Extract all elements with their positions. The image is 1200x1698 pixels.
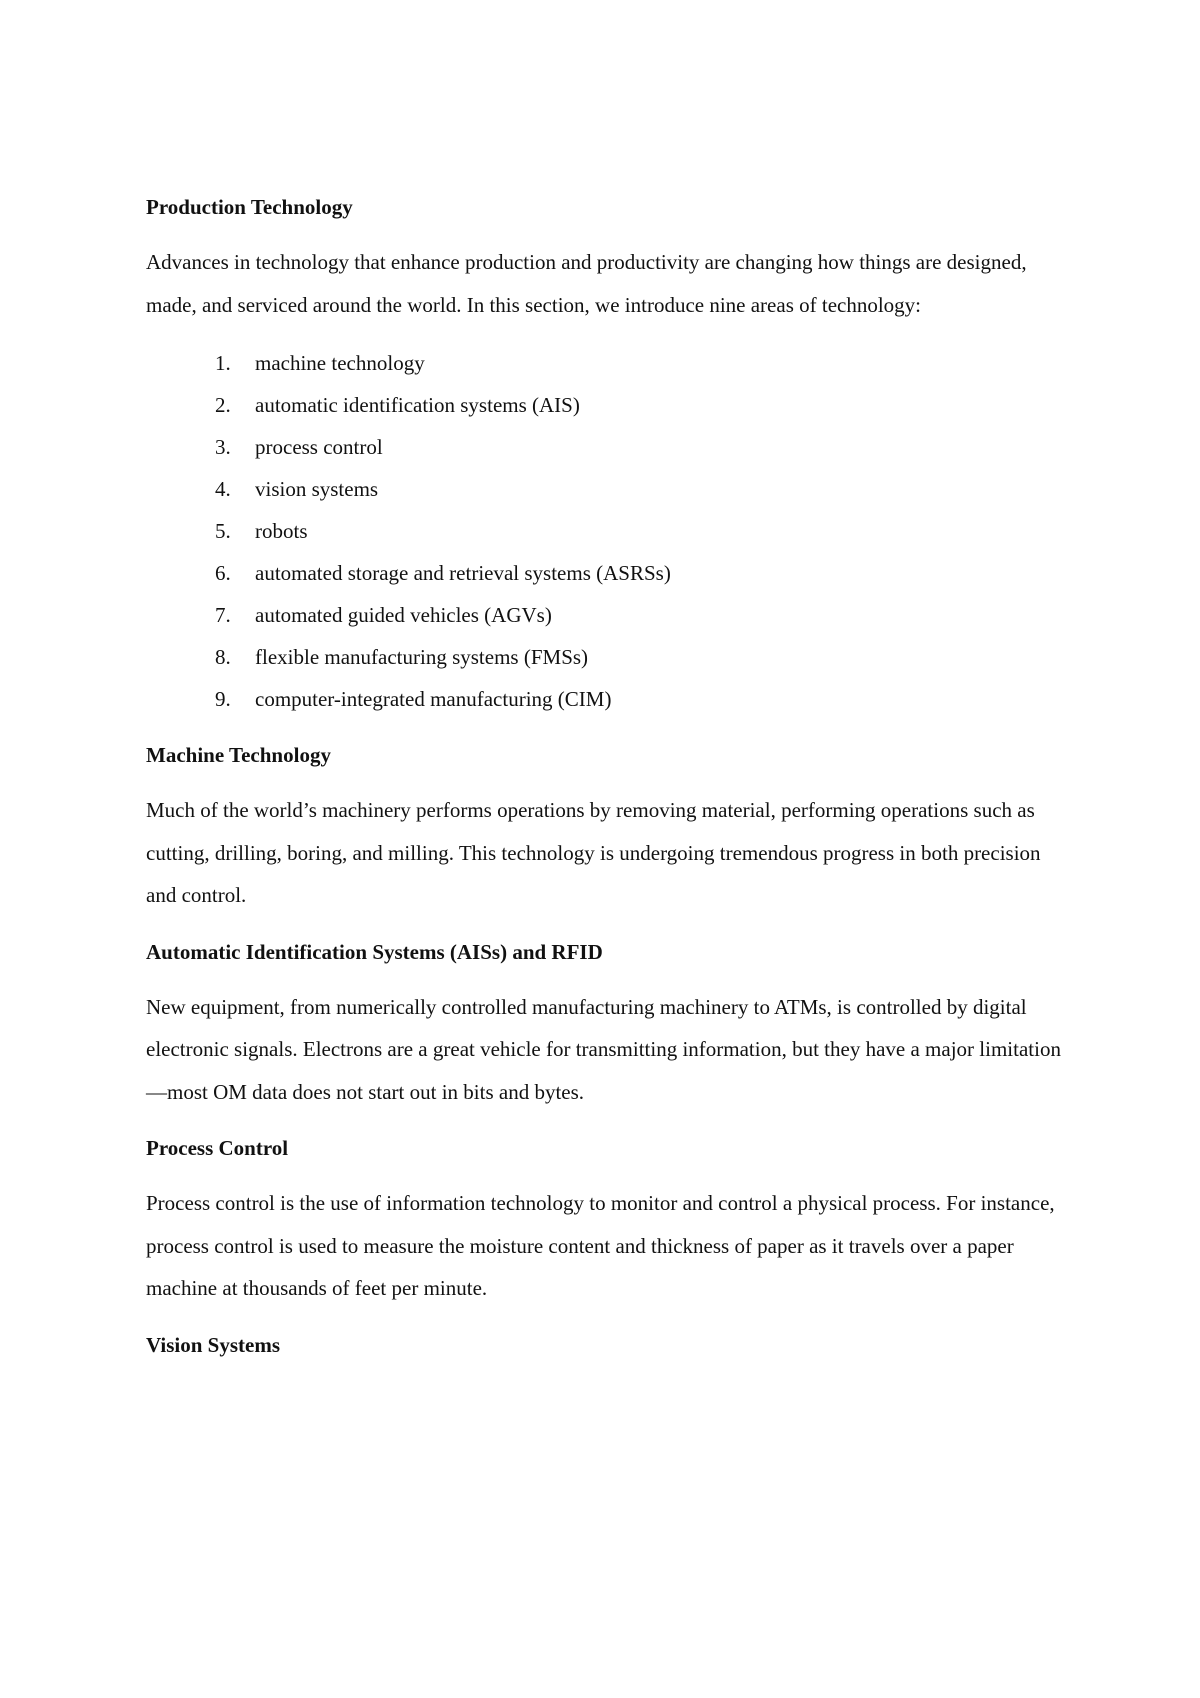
list-text: flexible manufacturing systems (FMSs) [255, 645, 589, 669]
list-text: machine technology [255, 351, 425, 375]
list-number: 1. [215, 351, 231, 375]
section-heading-process-control: Process Control [146, 1136, 289, 1160]
list-item [215, 342, 1076, 384]
intro-paragraph: Advances in technology that enhance production and productivity are changing how things are designed, made, and serviced around the world. In this section, we introduce nine areas of technology: [146, 250, 1027, 317]
section-heading-machine-technology: Machine Technology [146, 743, 331, 767]
list-text: robots [255, 519, 308, 543]
list-number: 4. [215, 477, 231, 501]
section-heading-production-technology: Production Technology [146, 195, 353, 219]
list-number: 2. [215, 393, 231, 417]
automatic-identification-paragraph: New equipment, from numerically controlled manufacturing machinery to ATMs, is controlled by digital electronic signals. Electrons are a great vehicle for transmitting information, but they have a major limitation—most OM data does not start out in bits and bytes. [146, 994, 1061, 1104]
list-text: automated storage and retrieval systems (ASRSs) [255, 561, 671, 585]
list-item [215, 678, 1076, 720]
list-item [215, 594, 1076, 636]
list-item [215, 426, 1076, 468]
list-text: automatic identification systems (AIS) [255, 393, 580, 417]
list-text: process control [255, 435, 383, 459]
process-control-paragraph: Process control is the use of information technology to monitor and control a physical process. For instance, process control is used to measure the moisture content and thickness of paper as it travels over a paper machine at thousands of feet per minute. [146, 1191, 1055, 1300]
list-number: 5. [215, 519, 231, 543]
list-number: 8. [215, 645, 231, 669]
list-text: automated guided vehicles (AGVs) [255, 603, 552, 627]
section-heading-vision-systems: Vision Systems [146, 1332, 280, 1357]
list-item [215, 468, 1076, 510]
list-number: 6. [215, 561, 231, 585]
technology-areas-list [146, 342, 1076, 720]
list-item [215, 552, 1076, 594]
list-text: vision systems [255, 477, 379, 501]
section-heading-automatic-identification-systems: Automatic Identification Systems (AISs) and RFID [146, 939, 603, 964]
list-item [215, 636, 1076, 678]
list-number: 9. [215, 687, 231, 711]
list-text: computer-integrated manufacturing (CIM) [255, 687, 612, 711]
list-item [215, 510, 1076, 552]
list-number: 3. [215, 435, 231, 459]
machine-technology-paragraph: Much of the world’s machinery performs operations by removing material, performing operations such as cutting, drilling, boring, and milling. This technology is undergoing tremendous progress in both precision and control. [146, 798, 1041, 907]
document-page [146, 186, 1076, 1366]
list-item [215, 384, 1076, 426]
list-number: 7. [215, 603, 231, 627]
